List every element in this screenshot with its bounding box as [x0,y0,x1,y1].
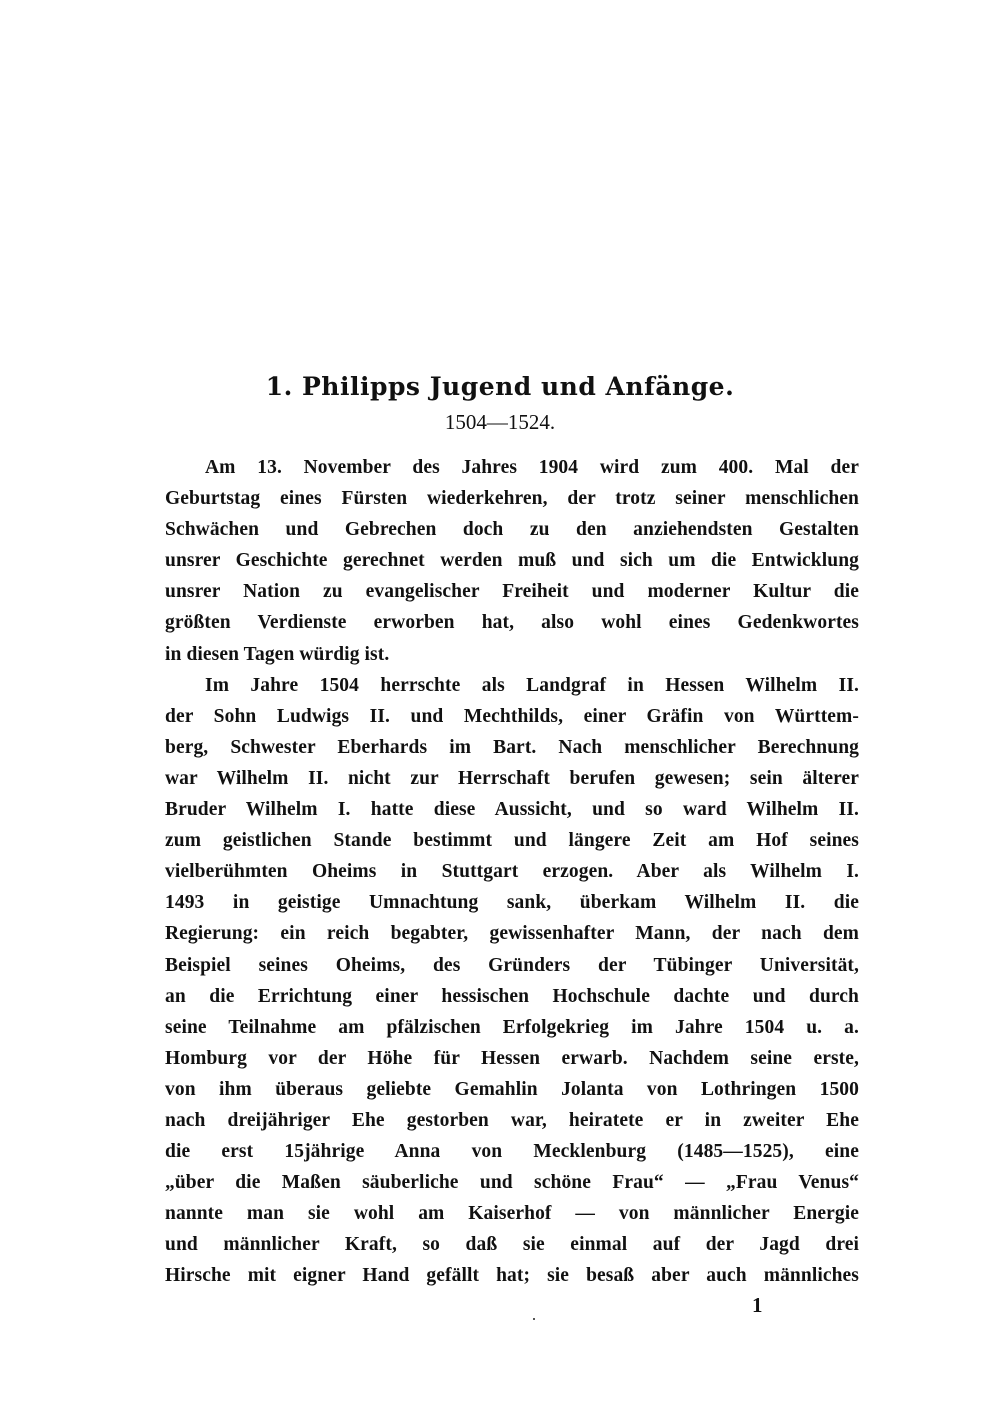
text-line: Homburg vor der Höhe für Hessen erwarb. Nachdem seine erste, [165,1047,859,1069]
text-line: an die Errichtung einer hessischen Hochschule dachte und durch [165,985,859,1007]
text-line: Hirsche mit eigner Hand gefällt hat; sie besaß aber auch männliches [165,1265,859,1287]
text-line: Schwächen und Gebrechen doch zu den anziehendsten Gestalten [165,519,859,541]
text-line: Bruder Wilhelm I. hatte diese Aussicht, und so ward Wilhelm II. [165,799,859,821]
body-text [165,452,859,1292]
page-number: 1 [752,1293,763,1317]
text-line: unsrer Nation zu evangelischer Freiheit und moderner Kultur die [165,581,859,603]
scan-speck [533,1318,535,1320]
text-line: berg, Schwester Eberhards im Bart. Nach menschlicher Berechnung [165,736,859,758]
text-line: nannte man sie wohl am Kaiserhof — von männlicher Energie [165,1203,859,1225]
text-line: Im Jahre 1504 herrschte als Landgraf in Hessen Wilhelm II. [205,674,859,696]
text-line: nach dreijähriger Ehe gestorben war, heiratete er in zweiter Ehe [165,1109,859,1131]
chapter-years: 1504—1524. [444,410,556,434]
text-line: unsrer Geschichte gerechnet werden muß und sich um die Entwicklung [165,550,859,572]
text-line: Geburtstag eines Fürsten wiederkehren, der trotz seiner menschlichen [165,488,859,510]
text-line: Am 13. November des Jahres 1904 wird zum 400. Mal der [205,457,859,478]
text-line: der Sohn Ludwigs II. und Mechthilds, einer Gräfin von Württem- [165,705,859,727]
text-line: war Wilhelm II. nicht zur Herrschaft berufen gewesen; sein älterer [165,767,859,789]
chapter-title: 1. Philipps Jugend und Anfänge. [265,372,735,401]
text-line: zum geistlichen Stande bestimmt und längere Zeit am Hof seines [165,830,859,852]
text-line: vielberühmten Oheims in Stuttgart erzogen. Aber als Wilhelm I. [165,861,859,883]
text-line: und männlicher Kraft, so daß sie einmal auf der Jagd drei [165,1234,859,1256]
text-line: Beispiel seines Oheims, des Gründers der Tübinger Universität, [165,954,859,976]
text-line: in diesen Tagen würdig ist. [165,643,390,665]
text-line: von ihm überaus geliebte Gemahlin Jolanta von Lothringen 1500 [165,1078,859,1100]
text-line: die erst 15jährige Anna von Mecklenburg (1485—1525), eine [165,1141,859,1163]
text-line: Regierung: ein reich begabter, gewissenhafter Mann, der nach dem [165,923,859,945]
text-line: „über die Maßen säuberliche und schöne Frau“ — „Frau Venus“ [165,1172,859,1194]
text-line: 1493 in geistige Umnachtung sank, überkam Wilhelm II. die [165,892,859,914]
text-line: seine Teilnahme am pfälzischen Erfolgekrieg im Jahre 1504 u. a. [165,1016,859,1038]
text-line: größten Verdienste erworben hat, also wohl eines Gedenkwortes [165,612,859,634]
